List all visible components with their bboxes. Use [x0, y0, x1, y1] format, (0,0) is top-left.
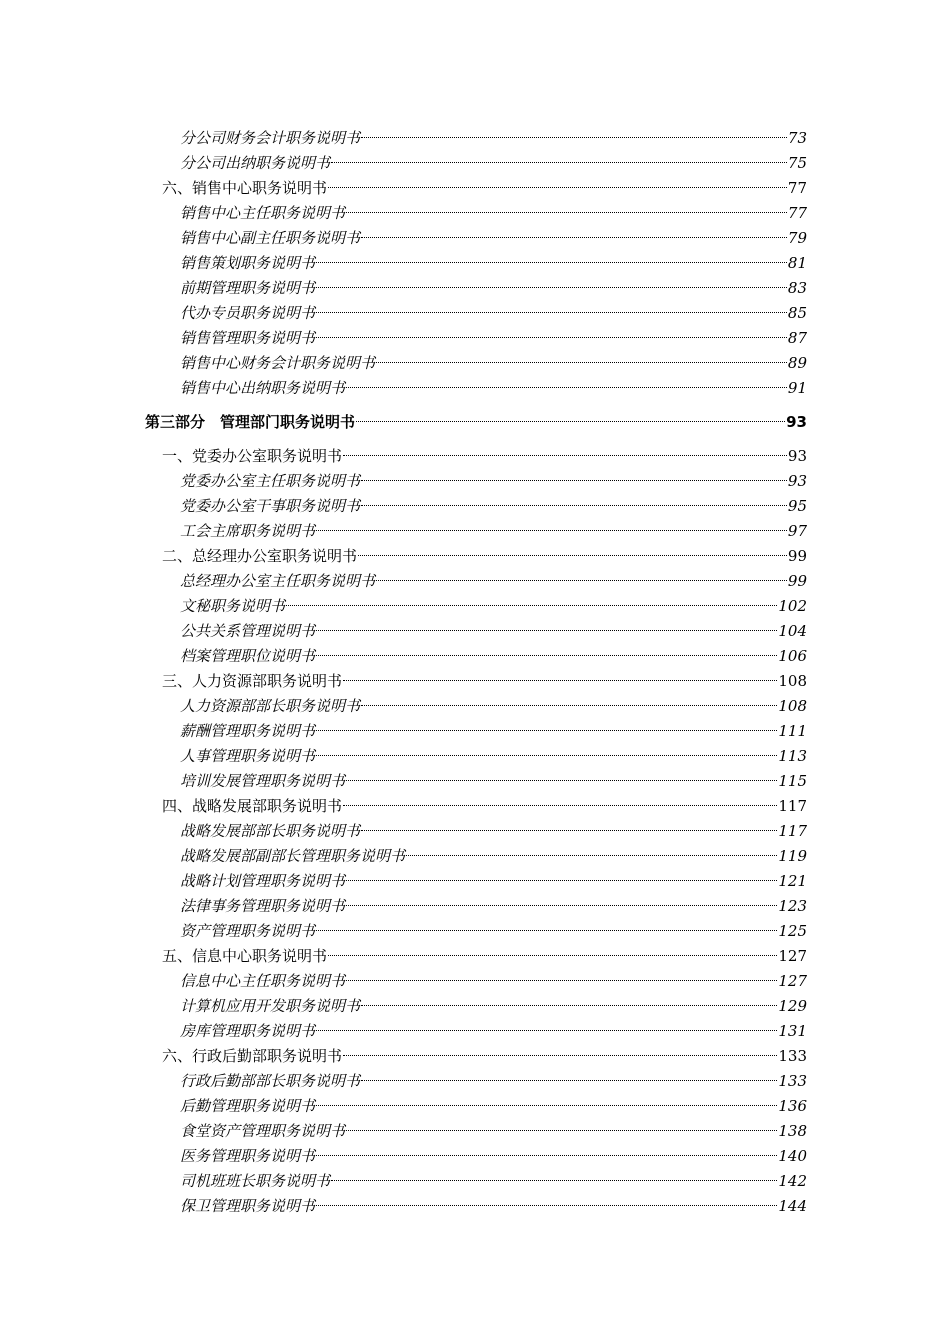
toc-entry-page: 117	[778, 822, 807, 840]
toc-entry-title: 销售中心出纳职务说明书	[180, 379, 346, 397]
toc-entry-title: 文秘职务说明书	[180, 597, 286, 615]
dot-leader	[316, 337, 787, 338]
toc-entry-page: 117	[778, 797, 807, 815]
toc-entry[interactable]	[162, 944, 807, 968]
dot-leader	[343, 805, 777, 806]
toc-entry-title: 司机班班长职务说明书	[180, 1172, 331, 1190]
toc-entry-title: 后勤管理职务说明书	[180, 1097, 316, 1115]
toc-entry[interactable]	[180, 969, 807, 993]
toc-entry-title: 法律事务管理职务说明书	[180, 897, 346, 915]
toc-entry-title: 档案管理职位说明书	[180, 647, 316, 665]
toc-entry[interactable]	[180, 151, 807, 175]
toc-entry-title: 前期管理职务说明书	[180, 279, 316, 297]
toc-entry[interactable]	[180, 594, 807, 618]
toc-entry-title: 四、战略发展部职务说明书	[162, 797, 343, 815]
toc-entry-title: 代办专员职务说明书	[180, 304, 316, 322]
toc-entry-page: 75	[787, 154, 807, 172]
toc-entry[interactable]	[180, 844, 807, 868]
toc-entry[interactable]	[162, 669, 807, 693]
toc-entry-title: 食堂资产管理职务说明书	[180, 1122, 346, 1140]
toc-entry[interactable]	[180, 819, 807, 843]
toc-entry-title: 分公司出纳职务说明书	[180, 154, 331, 172]
dot-leader	[346, 212, 787, 213]
dot-leader	[346, 905, 777, 906]
toc-entry-page: 91	[787, 379, 807, 397]
toc-entry-page: 99	[787, 572, 807, 590]
dot-leader	[316, 1105, 777, 1106]
toc-entry-title: 战略发展部副部长管理职务说明书	[180, 847, 406, 865]
toc-entry-title: 销售中心副主任职务说明书	[180, 229, 361, 247]
toc-entry-title: 信息中心主任职务说明书	[180, 972, 346, 990]
toc-entry-title: 党委办公室主任职务说明书	[180, 472, 361, 490]
toc-entry-title: 计算机应用开发职务说明书	[180, 997, 361, 1015]
dot-leader	[316, 287, 787, 288]
toc-entry-title: 分公司财务会计职务说明书	[180, 129, 361, 147]
toc-entry-title: 第三部分 管理部门职务说明书	[145, 413, 356, 431]
toc-section-heading[interactable]	[145, 410, 807, 434]
dot-leader	[316, 312, 787, 313]
toc-entry-page: 125	[778, 922, 807, 940]
toc-entry[interactable]	[180, 919, 807, 943]
toc-entry[interactable]	[180, 201, 807, 225]
toc-entry[interactable]	[180, 619, 807, 643]
dot-leader	[361, 1005, 777, 1006]
toc-entry-page: 77	[787, 179, 807, 197]
toc-entry-title: 党委办公室干事职务说明书	[180, 497, 361, 515]
toc-entry-page: 95	[787, 497, 807, 515]
toc-entry[interactable]	[180, 326, 807, 350]
toc-entry-title: 总经理办公室主任职务说明书	[180, 572, 376, 590]
dot-leader	[346, 780, 777, 781]
toc-entry[interactable]	[180, 276, 807, 300]
toc-entry[interactable]	[180, 469, 807, 493]
toc-entry-title: 销售中心主任职务说明书	[180, 204, 346, 222]
dot-leader	[358, 555, 787, 556]
toc-entry-page: 111	[778, 722, 807, 740]
dot-leader	[361, 237, 787, 238]
toc-entry[interactable]	[180, 569, 807, 593]
toc-entry-title: 医务管理职务说明书	[180, 1147, 316, 1165]
toc-entry-title: 战略发展部部长职务说明书	[180, 822, 361, 840]
dot-leader	[316, 262, 787, 263]
toc-entry-page: 108	[778, 672, 807, 690]
toc-entry[interactable]	[180, 1094, 807, 1118]
dot-leader	[361, 1080, 777, 1081]
toc-entry[interactable]	[180, 694, 807, 718]
toc-entry-title: 人事管理职务说明书	[180, 747, 316, 765]
toc-entry[interactable]	[180, 644, 807, 668]
toc-entry-page: 106	[778, 647, 807, 665]
toc-entry[interactable]	[180, 1069, 807, 1093]
toc-entry-page: 104	[778, 622, 807, 640]
dot-leader	[316, 755, 777, 756]
dot-leader	[316, 1205, 777, 1206]
toc-entry-page: 123	[778, 897, 807, 915]
dot-leader	[346, 387, 787, 388]
toc-entry-page: 79	[787, 229, 807, 247]
dot-leader	[331, 1180, 777, 1181]
dot-leader	[361, 505, 787, 506]
toc-entry[interactable]	[180, 376, 807, 400]
toc-entry[interactable]	[180, 1144, 807, 1168]
toc-entry-page: 133	[778, 1047, 807, 1065]
toc-entry-page: 144	[778, 1197, 807, 1215]
toc-entry-title: 一、党委办公室职务说明书	[162, 447, 343, 465]
toc-entry-title: 保卫管理职务说明书	[180, 1197, 316, 1215]
toc-entry-page: 87	[787, 329, 807, 347]
toc-entry-page: 113	[778, 747, 807, 765]
toc-entry[interactable]	[180, 251, 807, 275]
dot-leader	[331, 162, 787, 163]
toc-entry[interactable]	[180, 519, 807, 543]
dot-leader	[286, 605, 777, 606]
toc-entry-title: 行政后勤部部长职务说明书	[180, 1072, 361, 1090]
toc-entry-title: 房库管理职务说明书	[180, 1022, 316, 1040]
dot-leader	[316, 1155, 777, 1156]
toc-entry-page: 77	[787, 204, 807, 222]
toc-entry[interactable]	[180, 1119, 807, 1143]
dot-leader	[361, 830, 777, 831]
dot-leader	[343, 680, 777, 681]
dot-leader	[361, 137, 787, 138]
toc-entry[interactable]	[162, 444, 807, 468]
toc-entry[interactable]	[162, 794, 807, 818]
toc-entry-page: 93	[786, 413, 807, 431]
toc-entry-title: 资产管理职务说明书	[180, 922, 316, 940]
toc-entry-title: 二、总经理办公室职务说明书	[162, 547, 358, 565]
toc-entry[interactable]	[180, 769, 807, 793]
toc-entry-page: 133	[778, 1072, 807, 1090]
toc-entry[interactable]	[180, 894, 807, 918]
toc-entry-title: 战略计划管理职务说明书	[180, 872, 346, 890]
dot-leader	[316, 1030, 777, 1031]
toc-entry[interactable]	[180, 301, 807, 325]
toc-entry-page: 97	[787, 522, 807, 540]
toc-entry[interactable]	[180, 744, 807, 768]
dot-leader	[343, 1055, 777, 1056]
dot-leader	[376, 580, 787, 581]
dot-leader	[328, 955, 777, 956]
toc-entry-page: 108	[778, 697, 807, 715]
dot-leader	[346, 980, 777, 981]
toc-entry-page: 93	[787, 447, 807, 465]
toc-entry-page: 136	[778, 1097, 807, 1115]
toc-entry-page: 85	[787, 304, 807, 322]
toc-entry[interactable]	[162, 176, 807, 200]
toc-entry-page: 119	[778, 847, 807, 865]
toc-entry[interactable]	[180, 351, 807, 375]
toc-entry-title: 五、信息中心职务说明书	[162, 947, 328, 965]
toc-entry-title: 公共关系管理说明书	[180, 622, 316, 640]
toc-entry-page: 121	[778, 872, 807, 890]
toc-entry-title: 销售中心财务会计职务说明书	[180, 354, 376, 372]
toc-entry-page: 127	[778, 947, 807, 965]
toc-entry-title: 工会主席职务说明书	[180, 522, 316, 540]
dot-leader	[328, 187, 787, 188]
dot-leader	[356, 421, 785, 422]
toc-entry-page: 93	[787, 472, 807, 490]
toc-entry-page: 102	[778, 597, 807, 615]
toc-entry-page: 115	[778, 772, 807, 790]
toc-entry-title: 六、行政后勤部职务说明书	[162, 1047, 343, 1065]
toc-entry-page: 81	[787, 254, 807, 272]
toc-entry[interactable]	[162, 1044, 807, 1068]
dot-leader	[316, 655, 777, 656]
dot-leader	[316, 630, 777, 631]
toc-entry-title: 人力资源部部长职务说明书	[180, 697, 361, 715]
dot-leader	[316, 530, 787, 531]
toc-entry[interactable]	[180, 1019, 807, 1043]
dot-leader	[361, 480, 787, 481]
toc-entry-page: 73	[787, 129, 807, 147]
toc-entry[interactable]	[180, 719, 807, 743]
toc-entry[interactable]	[180, 126, 807, 150]
toc-entry[interactable]	[180, 1169, 807, 1193]
toc-entry-page: 129	[778, 997, 807, 1015]
toc-entry-page: 142	[778, 1172, 807, 1190]
toc-entry-page: 83	[787, 279, 807, 297]
toc-entry[interactable]	[162, 544, 807, 568]
toc-entry-title: 三、人力资源部职务说明书	[162, 672, 343, 690]
dot-leader	[316, 930, 777, 931]
toc-entry-title: 销售管理职务说明书	[180, 329, 316, 347]
dot-leader	[316, 730, 777, 731]
dot-leader	[346, 880, 777, 881]
toc-entry-title: 销售策划职务说明书	[180, 254, 316, 272]
toc-entry-page: 131	[778, 1022, 807, 1040]
toc-entry-page: 127	[778, 972, 807, 990]
dot-leader	[376, 362, 787, 363]
toc-entry[interactable]	[180, 994, 807, 1018]
dot-leader	[406, 855, 777, 856]
toc-entry-page: 138	[778, 1122, 807, 1140]
toc-entry-title: 六、销售中心职务说明书	[162, 179, 328, 197]
toc-entry-title: 培训发展管理职务说明书	[180, 772, 346, 790]
toc-entry[interactable]	[180, 869, 807, 893]
toc-entry[interactable]	[180, 226, 807, 250]
toc-entry-page: 140	[778, 1147, 807, 1165]
dot-leader	[346, 1130, 777, 1131]
toc-entry-page: 89	[787, 354, 807, 372]
toc-entry-page: 99	[787, 547, 807, 565]
dot-leader	[361, 705, 777, 706]
dot-leader	[343, 455, 787, 456]
toc-entry[interactable]	[180, 1194, 807, 1218]
toc-entry[interactable]	[180, 494, 807, 518]
toc-entry-title: 薪酬管理职务说明书	[180, 722, 316, 740]
